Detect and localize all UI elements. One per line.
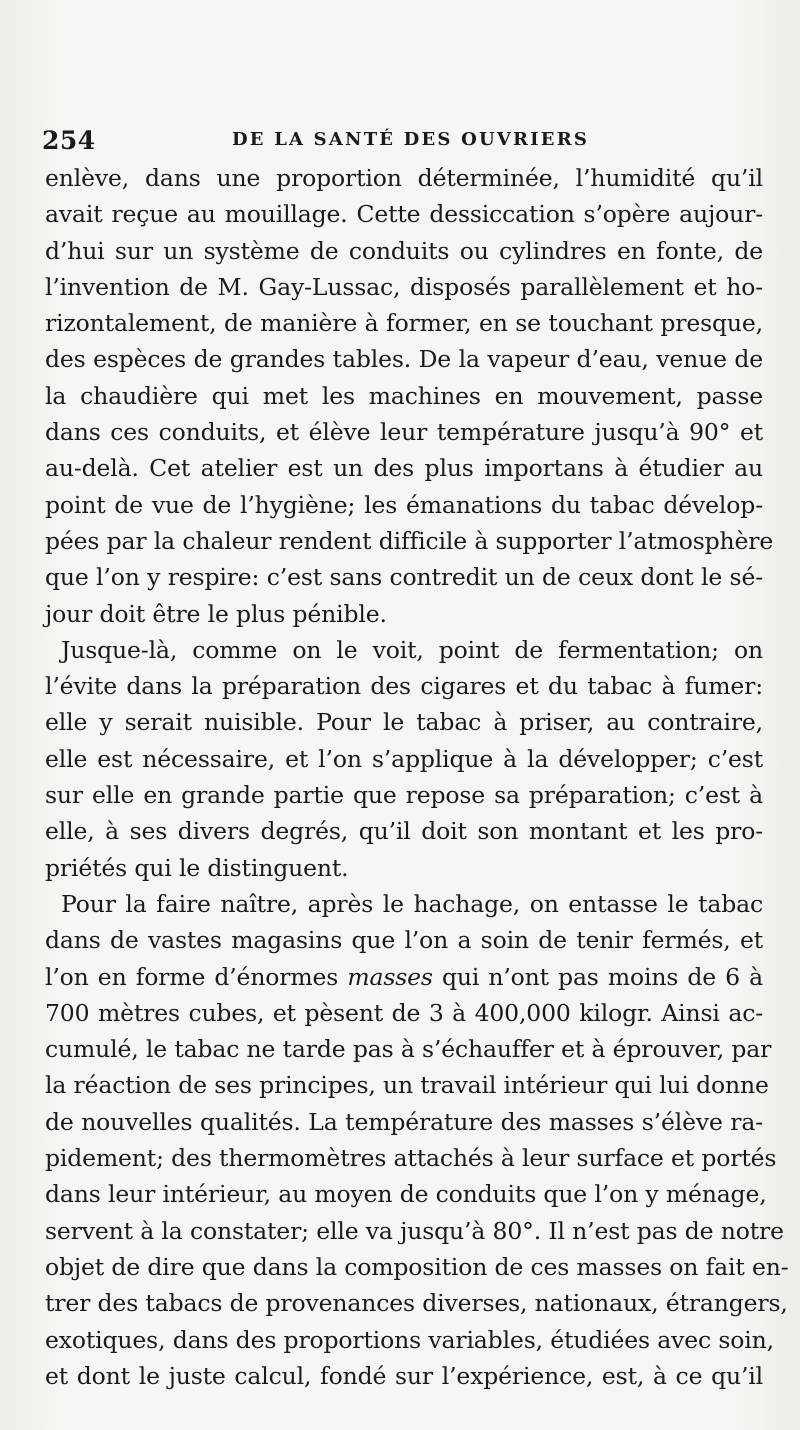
text-line: l’évite dans la préparation des cigares et du tabac à fumer: [45, 672, 763, 701]
running-title: DE LA SANTÉ DES OUVRIERS [232, 129, 590, 150]
text-line: dans leur intérieur, au moyen de conduits que l’on y ménage, [45, 1180, 767, 1209]
text-line: dans ces conduits, et élève leur température jusqu’à 90° et [45, 418, 763, 447]
text-line: pidement; des thermomètres attachés à leur surface et portés [45, 1144, 777, 1173]
text-line: la chaudière qui met les machines en mouvement, passe [45, 381, 763, 410]
text-line: d’hui sur un système de conduits ou cylindres en fonte, de [45, 236, 763, 265]
text-line: pées par la chaleur rendent difficile à supporter l’atmosphère [45, 526, 774, 555]
page-number: 254 [42, 126, 96, 155]
text-line: dans de vastes magasins que l’on a soin de tenir fermés, et [45, 926, 763, 955]
text-line-with-italic [45, 959, 763, 995]
text-line: 700 mètres cubes, et pèsent de 3 à 400,000 kilogr. Ainsi ac- [45, 998, 763, 1027]
text-line: enlève, dans une proportion déterminée, l’humidité qu’il [45, 164, 763, 192]
text-line: elle est nécessaire, et l’on s’applique à la développer; c’est [45, 744, 763, 773]
text-line: rizontalement, de manière à former, en se touchant presque, [45, 309, 763, 338]
italic-term: masses [347, 962, 433, 991]
text-line: de nouvelles qualités. La température des masses s’élève ra- [45, 1107, 763, 1136]
paragraph-start-line: Pour la faire naître, après le hachage, on entasse le tabac [61, 889, 763, 918]
text-line: des espèces de grandes tables. De la vapeur d’eau, venue de [45, 345, 763, 374]
running-head [42, 126, 762, 156]
body-text [45, 160, 789, 1394]
text-line: elle, à ses divers degrés, qu’il doit son montant et les pro- [45, 817, 763, 846]
text-line: jour doit être le plus pénible. [45, 599, 387, 628]
text-line: priétés qui le distinguent. [45, 853, 349, 882]
text-fragment: l’on en forme d’énormes [45, 962, 339, 991]
paragraph-start-line: Jusque-là, comme on le voit, point de fermentation; on [61, 635, 763, 664]
text-line: l’invention de M. Gay-Lussac, disposés parallèlement et ho- [45, 272, 763, 301]
text-line: elle y serait nuisible. Pour le tabac à priser, au contraire, [45, 708, 763, 737]
text-line: que l’on y respire: c’est sans contredit un de ceux dont le sé- [45, 563, 763, 592]
text-line: trer des tabacs de provenances diverses, nationaux, étrangers, [45, 1289, 788, 1318]
text-line: objet de dire que dans la composition de ces masses on fait en- [45, 1252, 789, 1281]
text-line: cumulé, le tabac ne tarde pas à s’échauffer et à éprouver, par [45, 1035, 772, 1064]
text-line: au-delà. Cet atelier est un des plus importans à étudier au [45, 454, 763, 483]
text-line: avait reçue au mouillage. Cette dessiccation s’opère aujour- [45, 200, 763, 229]
text-line: et dont le juste calcul, fondé sur l’expérience, est, à ce qu’il [45, 1361, 763, 1390]
text-line: servent à la constater; elle va jusqu’à 80°. Il n’est pas de notre [45, 1216, 784, 1245]
text-fragment: qui n’ont pas moins de 6 à [441, 962, 763, 991]
text-line: point de vue de l’hygiène; les émanations du tabac dévelop- [45, 490, 763, 519]
text-line: exotiques, dans des proportions variables, étudiées avec soin, [45, 1325, 774, 1354]
text-line: la réaction de ses principes, un travail intérieur qui lui donne [45, 1071, 769, 1100]
text-line: sur elle en grande partie que repose sa préparation; c’est à [45, 781, 763, 810]
